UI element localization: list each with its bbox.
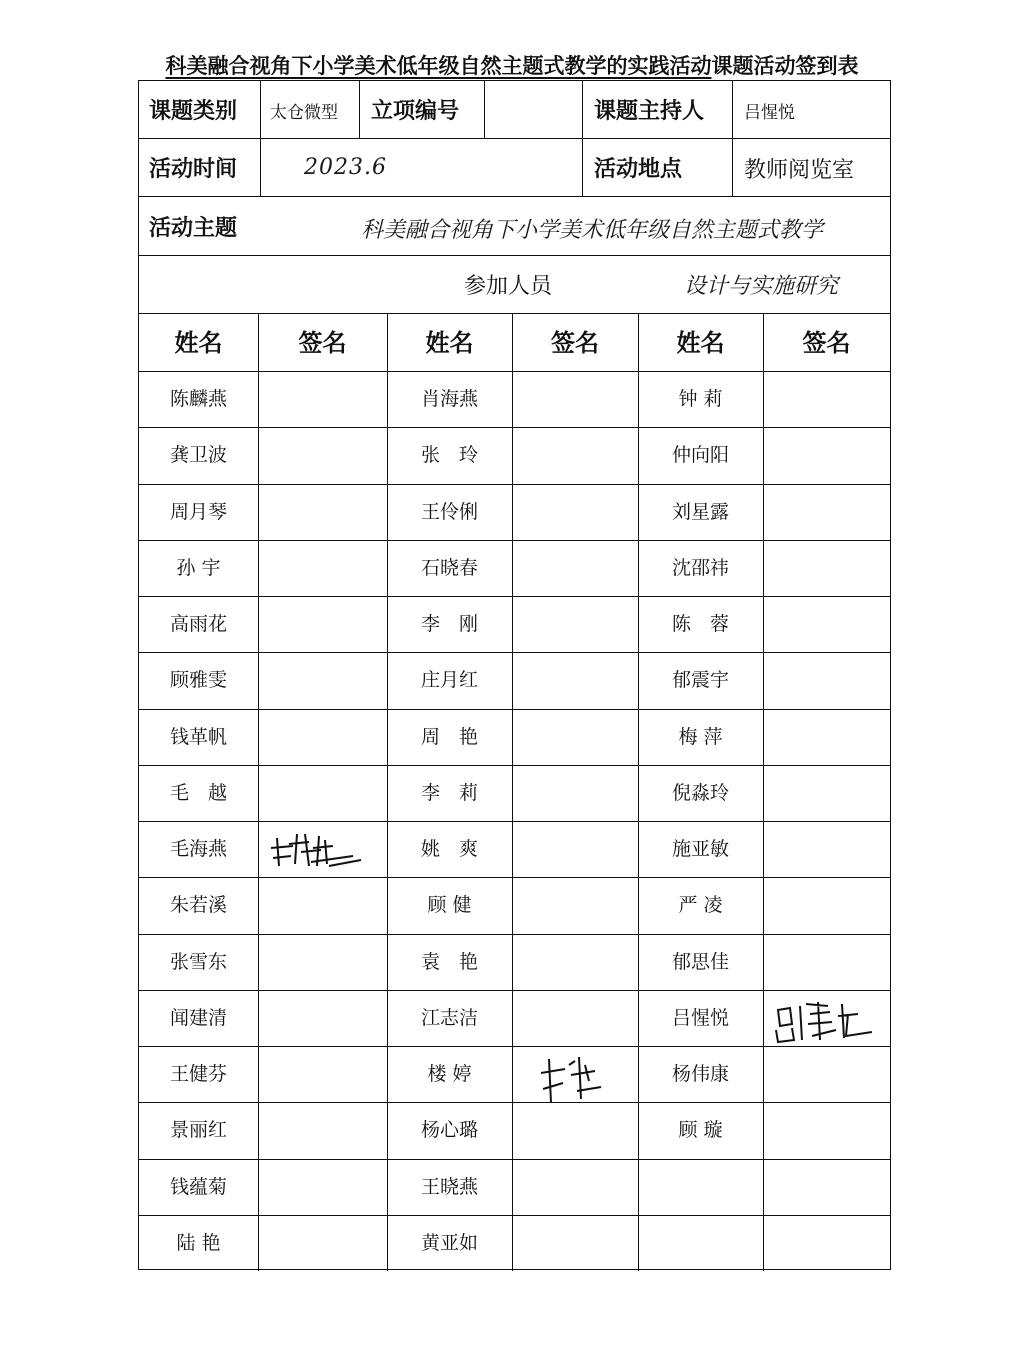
- signature-col3-row12: [772, 996, 882, 1046]
- attendee-name: 毛 越: [169, 781, 227, 804]
- attendee-name: 孙 宇: [176, 556, 221, 579]
- attendee-name: 严 凌: [678, 894, 723, 917]
- attendee-name: 刘星露: [671, 500, 729, 523]
- participants-label: 参加人员: [464, 274, 553, 299]
- attendee-name: 钱革帆: [169, 725, 227, 748]
- attendee-name: 张雪东: [169, 950, 227, 973]
- host-value: 吕惺悦: [744, 103, 795, 123]
- attendee-name: 钟 莉: [678, 388, 723, 410]
- signature-col1-row9: [269, 826, 369, 874]
- attendee-name: 景丽红: [169, 1119, 227, 1142]
- attendee-name: 杨心璐: [420, 1119, 478, 1142]
- attendee-name: [638, 1159, 763, 1215]
- attendee-name: 倪淼玲: [671, 781, 729, 804]
- attendee-name: 朱若溪: [169, 894, 227, 917]
- title-suffix: 课题活动签到表: [711, 54, 859, 78]
- sign-in-sheet: [138, 80, 891, 1270]
- col-divider: [512, 313, 513, 1271]
- category-label: 课题类别: [149, 99, 238, 124]
- name-header: 姓名: [676, 329, 725, 357]
- project-no-label: 立项编号: [371, 99, 460, 124]
- name-header: 姓名: [425, 329, 474, 357]
- name-header: 姓名: [174, 329, 223, 357]
- col-divider: [260, 81, 261, 196]
- attendee-name: 王伶俐: [420, 500, 478, 523]
- attendee-name: 钱蕴菊: [169, 1175, 227, 1198]
- attendee-name: 张 玲: [420, 444, 478, 467]
- attendee-name: 肖海燕: [420, 388, 478, 410]
- theme-value-line1: 科美融合视角下小学美术低年级自然主题式教学: [361, 218, 824, 243]
- attendee-name: 石晓春: [420, 556, 478, 579]
- category-value: 太仓微型: [270, 103, 338, 123]
- theme-label: 活动主题: [149, 216, 238, 241]
- sign-header: 签名: [551, 329, 599, 357]
- attendee-name: 杨伟康: [671, 1063, 729, 1085]
- attendee-name: 陈麟燕: [169, 388, 227, 410]
- attendee-name: 闻建清: [169, 1006, 227, 1029]
- attendee-name: 龚卫波: [169, 444, 227, 467]
- attendee-name: 周月琴: [169, 500, 227, 523]
- attendee-name: [638, 1215, 763, 1271]
- attendee-name: 顾雅雯: [169, 669, 227, 692]
- attendee-name: 楼 婷: [427, 1063, 472, 1085]
- attendee-name: 郁思佳: [671, 950, 729, 973]
- row-divider: [139, 313, 890, 314]
- attendee-name: 江志洁: [420, 1006, 478, 1029]
- attendee-name: 高雨花: [169, 613, 227, 635]
- row-divider: [139, 196, 890, 197]
- attendee-name: 李 莉: [420, 781, 478, 804]
- col-divider: [258, 313, 259, 1271]
- attendee-name: 陈 蓉: [671, 613, 729, 635]
- attendee-name: 李 刚: [420, 613, 478, 635]
- attendee-name: 顾 健: [427, 894, 472, 917]
- attendee-name: 周 艳: [420, 725, 478, 748]
- attendee-name: 王晓燕: [420, 1175, 478, 1198]
- signature-col2-row13: [539, 1051, 619, 1111]
- attendee-name: 顾 璇: [678, 1119, 723, 1142]
- title-underlined: 科美融合视角下小学美术低年级自然主题式教学的实践活动: [165, 54, 712, 78]
- attendee-name: 施亚敏: [671, 838, 729, 860]
- theme-value-line2: 设计与实施研究: [684, 274, 839, 299]
- row-divider: [139, 255, 890, 256]
- col-divider: [359, 81, 360, 138]
- attendee-name: 仲向阳: [671, 444, 729, 467]
- attendee-name: 黄亚如: [420, 1231, 478, 1254]
- attendee-name: 王健芬: [169, 1063, 227, 1085]
- attendee-name: 袁 艳: [420, 950, 478, 973]
- attendee-name: 梅 萍: [678, 725, 723, 748]
- col-divider: [732, 81, 733, 196]
- sign-header: 签名: [298, 329, 347, 357]
- row-divider: [139, 138, 890, 139]
- place-value: 教师阅览室: [744, 158, 855, 183]
- attendee-name: 吕惺悦: [671, 1006, 729, 1029]
- sign-header: 签名: [802, 329, 851, 357]
- attendee-name: 姚 爽: [420, 838, 478, 860]
- col-divider: [484, 81, 485, 138]
- page-title: [0, 50, 1024, 80]
- host-label: 课题主持人: [594, 99, 705, 124]
- time-value: 2023.6: [304, 155, 387, 180]
- attendee-name: 陆 艳: [176, 1231, 221, 1254]
- col-divider: [763, 313, 764, 1271]
- place-label: 活动地点: [594, 157, 683, 182]
- attendee-name: 庄月红: [420, 669, 478, 692]
- attendee-name: 郁震宇: [671, 669, 729, 692]
- col-divider: [582, 81, 583, 196]
- attendee-name: 毛海燕: [169, 838, 227, 860]
- attendee-name: 沈邵祎: [671, 556, 729, 579]
- time-label: 活动时间: [149, 157, 238, 182]
